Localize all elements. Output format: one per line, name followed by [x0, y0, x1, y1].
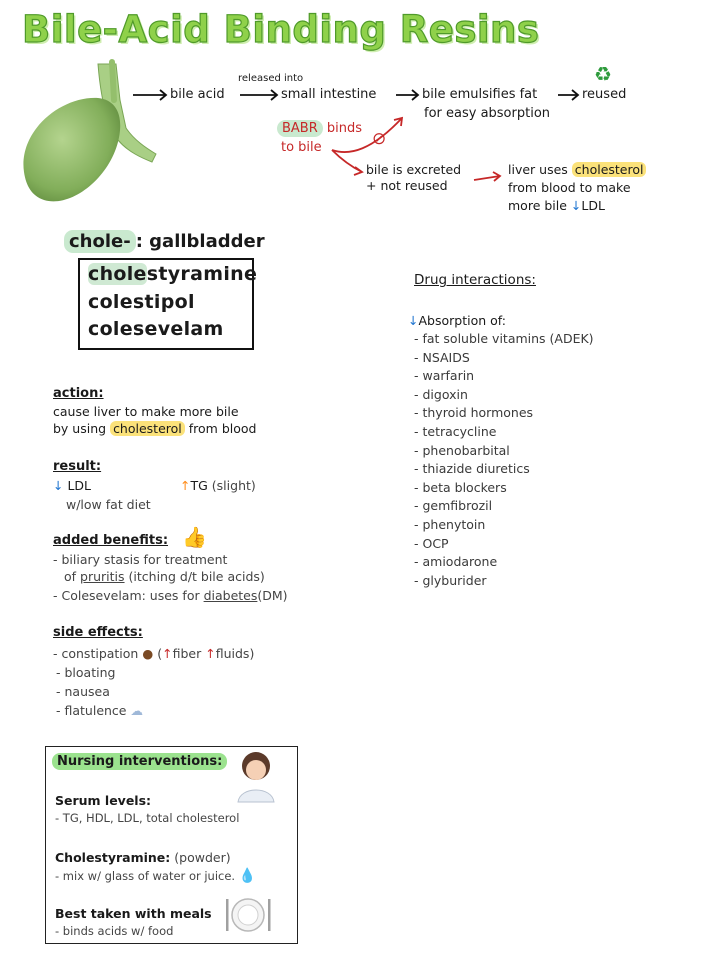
meals-value: - binds acids w/ food [55, 924, 174, 938]
drug-rest: styramine [146, 263, 258, 285]
interactions-heading: Drug interactions: [414, 272, 536, 288]
serum-heading: Serum levels: [55, 793, 152, 808]
down-arrow-icon: ↓ [570, 198, 582, 213]
side-effects-heading: side effects: [53, 625, 143, 640]
action-line-1: cause liver to make more bile [53, 404, 239, 419]
interaction-item: - thyroid hormones [414, 405, 534, 421]
benefits-of: of [64, 569, 77, 584]
interaction-item: - phenobarbital [414, 442, 510, 458]
water-drop-icon: 💧 [238, 868, 257, 884]
interaction-item: - OCP [414, 535, 449, 551]
to-bile-label: to bile [281, 140, 322, 155]
serum-values: - TG, HDL, LDL, total cholesterol [55, 811, 240, 825]
interaction-item: - glyburider [414, 572, 487, 588]
benefits-dm: (DM) [257, 588, 288, 603]
benefits-pruritis: pruritis [80, 569, 125, 584]
fluids-label: fluids [215, 646, 250, 661]
excreted-line-1: bile is excreted [366, 162, 462, 177]
up-arrow-icon: ↑ [162, 646, 173, 661]
powder-note: (powder) [174, 850, 231, 865]
result-heading: result: [53, 459, 102, 474]
released-into-label: released into [238, 73, 304, 84]
interaction-item: - digoxin [414, 386, 468, 402]
bile-acid-label: bile acid [170, 87, 225, 102]
ldl-label: LDL [67, 478, 92, 493]
action-heading: action: [53, 386, 104, 401]
benefits-heading: added benefits: [53, 533, 169, 548]
meals-heading: Best taken with meals [55, 906, 212, 921]
up-arrow-icon: ↑ [205, 646, 216, 661]
benefits-diabetes: diabetes [203, 588, 258, 603]
liver-cholesterol: cholesterol [572, 162, 647, 177]
interaction-item: - beta blockers [414, 479, 507, 495]
interaction-item: - amiodarone [414, 554, 498, 570]
interaction-item: - phenytoin [414, 517, 486, 532]
liver-uses: liver uses [508, 162, 568, 177]
interaction-item: - tetracycline [414, 424, 497, 439]
up-arrow-icon: ↑ [180, 478, 191, 493]
fiber-label: fiber [172, 646, 202, 661]
liver-line-2: from blood to make [508, 180, 631, 195]
cholestyramine-heading: Cholestyramine: [55, 850, 171, 865]
absorption-label: Absorption of: [418, 313, 506, 328]
interaction-item: - gemfibrozil [414, 498, 493, 514]
drug-colesevelam: colesevelam [88, 318, 224, 340]
drug-highlight: chole [88, 263, 147, 285]
recycle-icon: ♻ [594, 62, 612, 86]
liver-ldl: LDL [581, 198, 605, 213]
reused-label: reused [582, 87, 627, 102]
interaction-item: - warfarin [414, 368, 475, 384]
emulsifies-label: bile emulsifies fat [422, 87, 538, 102]
side-effect-nausea: - nausea [56, 684, 110, 699]
drug-colestipol: colestipol [88, 291, 195, 313]
interaction-item: - NSAIDS [414, 349, 470, 365]
side-effect-constipation: - constipation ● (↑fiber ↑fluids) [53, 646, 255, 661]
benefits-itching: (itching d/t bile acids) [128, 569, 265, 584]
action-from-blood: from blood [188, 421, 257, 436]
interaction-item: - thiazide diuretics [414, 461, 530, 477]
thumbs-up-icon: 👍 [182, 525, 207, 549]
babr-highlight: BABR [277, 120, 323, 137]
benefits-line-1: - biliary stasis for treatment [53, 552, 228, 567]
gas-cloud-icon: ☁ [130, 703, 143, 718]
flatulence-label: - flatulence [56, 703, 127, 718]
down-arrow-icon: ↓ [408, 313, 419, 328]
page-title: Bile-Acid Binding Resins [22, 8, 540, 51]
absorption-heading [408, 313, 506, 328]
action-by-using: by using [53, 421, 107, 436]
result-diet: w/low fat diet [66, 497, 151, 512]
tg-note: (slight) [211, 478, 256, 493]
interaction-item: - fat soluble vitamins (ADEK) [414, 331, 594, 346]
small-intestine-label: small intestine [281, 87, 377, 102]
poop-icon: ● [142, 646, 154, 661]
tg-label: TG [190, 478, 208, 493]
chole-meaning: : gallbladder [135, 231, 265, 252]
nursing-heading-text: Nursing interventions: [52, 753, 227, 770]
binds-label: binds [326, 121, 363, 136]
benefits-colesevelam: - Colesevelam: uses for [53, 588, 200, 603]
down-arrow-icon: ↓ [53, 478, 64, 493]
constipation-label: - constipation [53, 646, 139, 661]
easy-absorption-label: for easy absorption [424, 106, 551, 121]
chole-prefix: chole- [64, 230, 136, 253]
no-symbol-icon: ⊘ [372, 129, 387, 149]
mix-text: - mix w/ glass of water or juice. [55, 869, 236, 883]
action-cholesterol: cholesterol [110, 421, 185, 436]
side-effect-bloating: - bloating [56, 665, 116, 680]
more-bile: more bile [508, 198, 567, 213]
excreted-line-2: + not reused [366, 178, 448, 193]
